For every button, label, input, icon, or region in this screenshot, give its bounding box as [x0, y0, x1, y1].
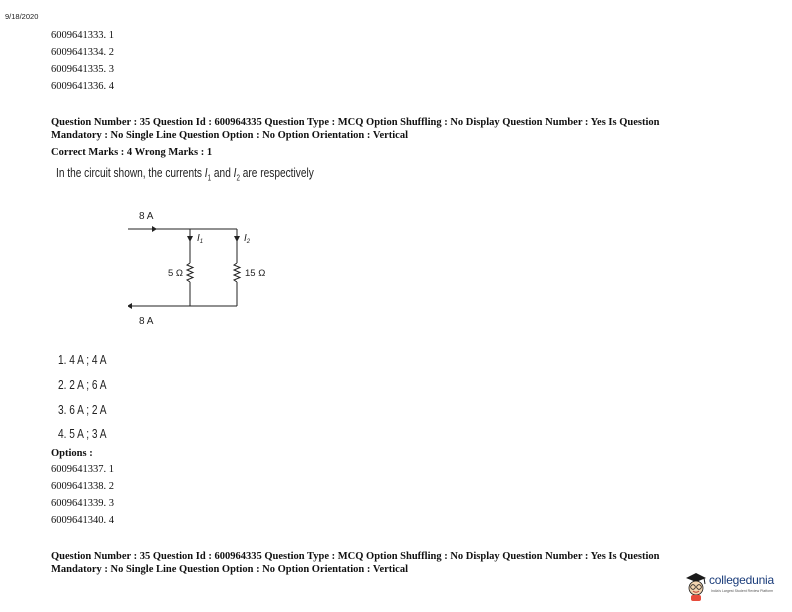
prev-option-4: 6009641336. 4 [51, 81, 114, 92]
resistor-15ohm-label: 15 Ω [245, 268, 266, 279]
branch1-arrow-icon [187, 236, 193, 242]
branch1-current-subscript: 1 [199, 239, 204, 245]
branch2-current-symbol: I [244, 233, 247, 244]
output-current-label: 8 A [139, 316, 154, 327]
print-date: 9/18/2020 [5, 12, 39, 21]
question-meta-line2: Mandatory : No Single Line Question Option : No Option Orientation : Vertical [51, 129, 409, 141]
choice-4: 4. 5 A ; 3 A [58, 426, 107, 441]
input-current-label: 8 A [139, 211, 154, 222]
current-i2-symbol: I [233, 165, 237, 180]
logo-wordmark: collegedunia [709, 573, 774, 587]
question-text-suffix: are respectively [239, 165, 314, 180]
resistor-5ohm-label: 5 Ω [168, 268, 184, 279]
branch2-current-label [244, 233, 251, 245]
option-4: 6009641340. 4 [51, 515, 114, 526]
prev-option-1: 6009641333. 1 [51, 30, 114, 41]
current-i2-subscript: 2 [236, 173, 240, 183]
question-text-and: and [211, 165, 234, 180]
current-i1-symbol: I [204, 165, 208, 180]
next-question-meta-line2: Mandatory : No Single Line Question Option : No Option Orientation : Vertical [51, 563, 409, 575]
input-arrow-icon [152, 226, 157, 232]
current-i1-subscript: 1 [207, 173, 212, 183]
next-question-meta [51, 551, 761, 576]
choice-2: 2. 2 A ; 6 A [58, 377, 107, 392]
mascot-icon [684, 570, 708, 602]
question-meta-line1: Question Number : 35 Question Id : 600964335 Question Type : MCQ Option Shuffling : No Display Question Number : Yes Is Question [51, 117, 660, 128]
question-text [56, 165, 314, 183]
option-2: 6009641338. 2 [51, 481, 114, 492]
logo-tagline: India's Largest Student Review Platform [711, 589, 774, 593]
resistor-5ohm-icon [187, 263, 193, 282]
question-marks: Correct Marks : 4 Wrong Marks : 1 [51, 147, 213, 158]
resistor-15ohm-icon [234, 263, 240, 282]
circuit-diagram [128, 205, 288, 335]
choice-1: 1. 4 A ; 4 A [58, 352, 107, 367]
branch1-current-label [197, 233, 203, 245]
next-question-meta-line1: Question Number : 35 Question Id : 600964335 Question Type : MCQ Option Shuffling : No Display Question Number : Yes Is Question [51, 551, 660, 562]
output-arrow-icon [128, 303, 132, 309]
branch1-current-symbol: I [197, 233, 200, 244]
option-3: 6009641339. 3 [51, 498, 114, 509]
branch2-arrow-icon [234, 236, 240, 242]
options-label: Options : [51, 448, 93, 459]
collegedunia-logo [684, 570, 788, 606]
option-1: 6009641337. 1 [51, 464, 114, 475]
branch2-current-subscript: 2 [246, 239, 251, 245]
prev-option-2: 6009641334. 2 [51, 47, 114, 58]
question-text-prefix: In the circuit shown, the currents [56, 165, 205, 180]
choice-3: 3. 6 A ; 2 A [58, 402, 107, 417]
question-meta [51, 117, 761, 142]
prev-option-3: 6009641335. 3 [51, 64, 114, 75]
